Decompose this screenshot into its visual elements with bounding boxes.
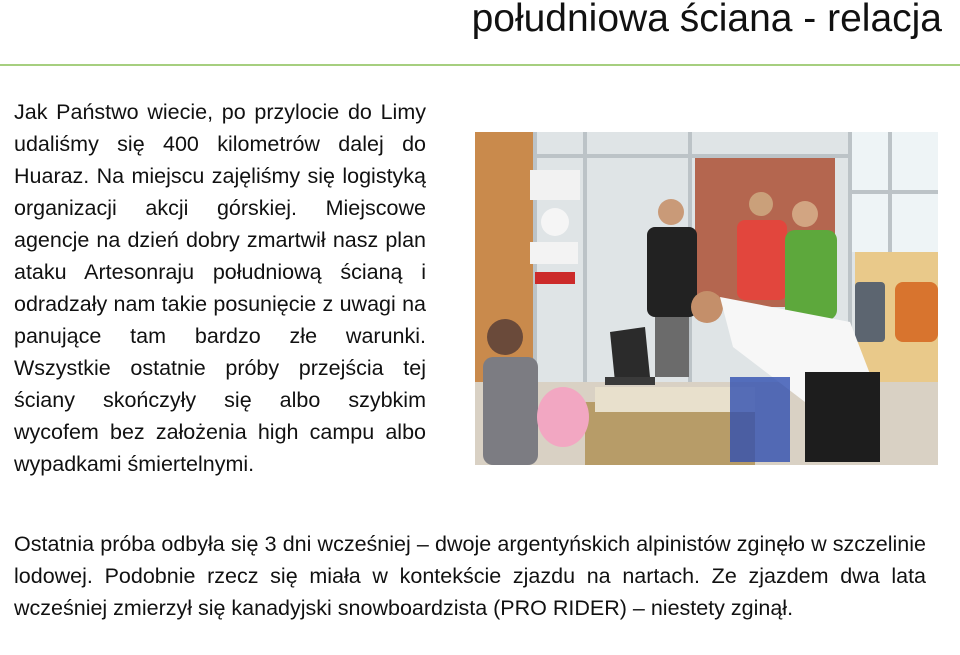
paragraph-followup: Ostatnia próba odbyła się 3 dni wcześniej – dwoje argentyńskich alpinistów zginęło w szczelinie lodowej. Podobnie rzecz się miała w kontekście zjazdu na nartach. Ze zjazdem dwa lata wcześniej zmierzył się kanadyjski snowboardzista (PRO RIDER) – niestety zginął. [14,532,926,620]
photo-illustration [475,132,938,465]
slide-title: południowa ściana - relacja [471,0,942,40]
agency-office-photo [475,132,938,465]
title-divider [0,64,960,66]
paragraph-intro: Jak Państwo wiecie, po przylocie do Limy udaliśmy się 400 kilometrów dalej do Huaraz. Na miejscu zajęliśmy się logistyką organizacji akcji górskiej. Miejscowe agencje na dzień dobry zmartwił nasz plan ataku Artesonraju południową ścianą i odradzały nam takie posunięcie z uwagi na panujące tam bardzo złe warunki. Wszystkie ostatnie próby przejścia tej ściany skończyły się albo szybkim wycofem bez założenia high campu albo wypadkami śmiertelnymi. [14,100,426,476]
